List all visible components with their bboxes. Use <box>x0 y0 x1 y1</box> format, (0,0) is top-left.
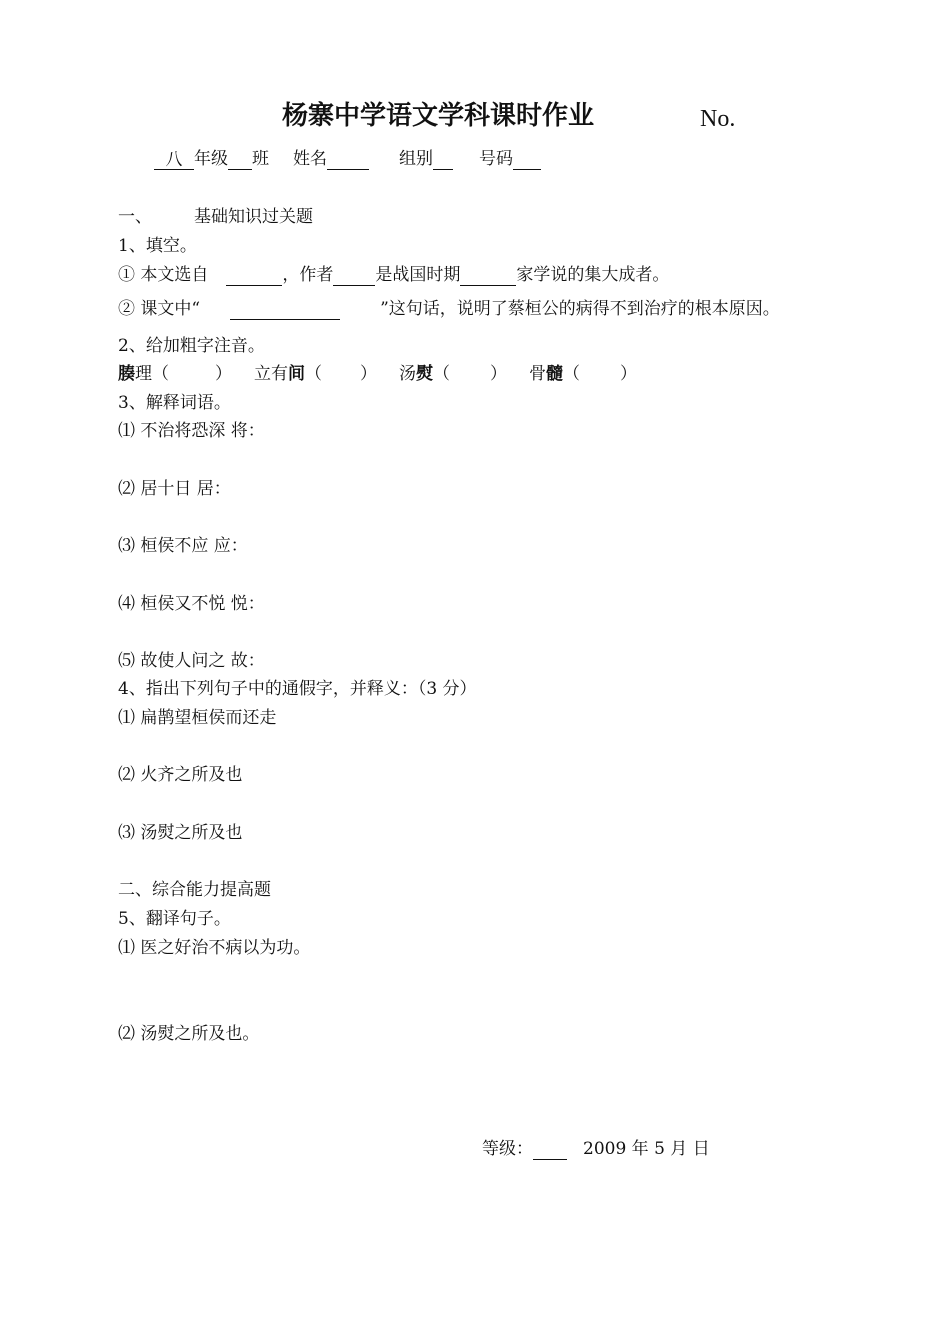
word-3 <box>399 364 507 384</box>
student-info-line <box>154 148 541 170</box>
q1-item2-text-a: ② 课文中“ <box>118 299 201 319</box>
class-field[interactable] <box>228 149 252 170</box>
word-2-rest: （ <box>305 364 322 384</box>
question-4-item: ⑵ 火齐之所及也 <box>118 765 243 785</box>
school-blank[interactable] <box>460 265 516 286</box>
q1-item1-text-a: ① 本文选自 <box>118 265 209 285</box>
footer-line <box>482 1138 710 1160</box>
question-5-item: ⑵ 汤熨之所及也。 <box>118 1024 260 1044</box>
grade-label: 年级 <box>194 149 228 169</box>
word-3-rest: （ <box>433 364 450 384</box>
question-5-label: 5、翻译句子。 <box>118 909 231 929</box>
footer-date: 2009 年 5 月 日 <box>583 1139 710 1159</box>
q1-item1-text-c: 是战国时期 <box>375 265 461 285</box>
word-1-bold: 腠 <box>118 364 135 384</box>
question-1-label: 1、填空。 <box>118 236 197 256</box>
student-number-label: 号码 <box>479 149 513 169</box>
word-4 <box>529 364 637 384</box>
word-2 <box>254 364 377 384</box>
word-2-pre: 立有 <box>254 364 288 384</box>
q1-item2-text-b: ”这句话，说明了蔡桓公的病得不到治疗的根本原因。 <box>380 299 780 319</box>
question-4-label: 4、指出下列句子中的通假字，并释义：（3 分） <box>118 679 477 699</box>
word-4-bold: 髓 <box>546 364 563 384</box>
q1-item1-text-b: ，作者 <box>282 265 334 285</box>
word-2-bold: 间 <box>288 364 305 384</box>
question-5-item: ⑴ 医之好治不病以为功。 <box>118 938 311 958</box>
question-1-item-1 <box>118 264 669 286</box>
q1-item1-text-d: 家学说的集大成者。 <box>516 265 670 285</box>
grade-score-label: 等级： <box>482 1139 533 1159</box>
number-label: No. <box>700 106 736 132</box>
word-3-bold: 熨 <box>416 364 433 384</box>
word-1-rest: 理（ <box>135 364 169 384</box>
group-field[interactable] <box>433 149 453 170</box>
section-1-number: 一、 <box>118 207 152 227</box>
question-2-words <box>118 363 637 385</box>
question-3-item: ⑴ 不治将恐深 将： <box>118 421 265 441</box>
page-title: 杨寨中学语文学科课时作业 <box>282 101 595 131</box>
class-label: 班 <box>252 149 269 169</box>
word-4-pre: 骨 <box>529 364 546 384</box>
question-4-item: ⑴ 扁鹊望桓侯而还走 <box>118 708 277 728</box>
source-blank[interactable] <box>226 265 282 286</box>
question-1-item-2 <box>118 298 780 320</box>
name-field[interactable] <box>327 149 369 170</box>
grade-score-field[interactable] <box>533 1139 567 1160</box>
student-number-field[interactable] <box>513 149 541 170</box>
author-blank[interactable] <box>333 265 375 286</box>
section-1-heading <box>118 206 313 228</box>
word-4-close: ） <box>620 364 637 384</box>
name-label: 姓名 <box>293 149 327 169</box>
word-1 <box>118 364 232 384</box>
question-3-item: ⑶ 桓侯不应 应： <box>118 536 248 556</box>
question-4-item: ⑶ 汤熨之所及也 <box>118 823 243 843</box>
word-2-close: ） <box>360 364 377 384</box>
section-1-title: 基础知识过关题 <box>194 207 313 227</box>
question-2-label: 2、给加粗字注音。 <box>118 336 265 356</box>
question-3-item: ⑵ 居十日 居： <box>118 479 231 499</box>
word-1-close: ） <box>215 364 232 384</box>
question-3-label: 3、解释词语。 <box>118 393 231 413</box>
question-3-item: ⑷ 桓侯又不悦 悦： <box>118 594 265 614</box>
word-3-pre: 汤 <box>399 364 416 384</box>
group-label: 组别 <box>399 149 433 169</box>
word-4-rest: （ <box>563 364 580 384</box>
quote-blank[interactable] <box>230 299 340 320</box>
grade-field[interactable]: 八 <box>154 149 194 170</box>
section-2-heading: 二、综合能力提高题 <box>118 880 271 900</box>
question-3-item: ⑸ 故使人问之 故： <box>118 651 265 671</box>
word-3-close: ） <box>490 364 507 384</box>
